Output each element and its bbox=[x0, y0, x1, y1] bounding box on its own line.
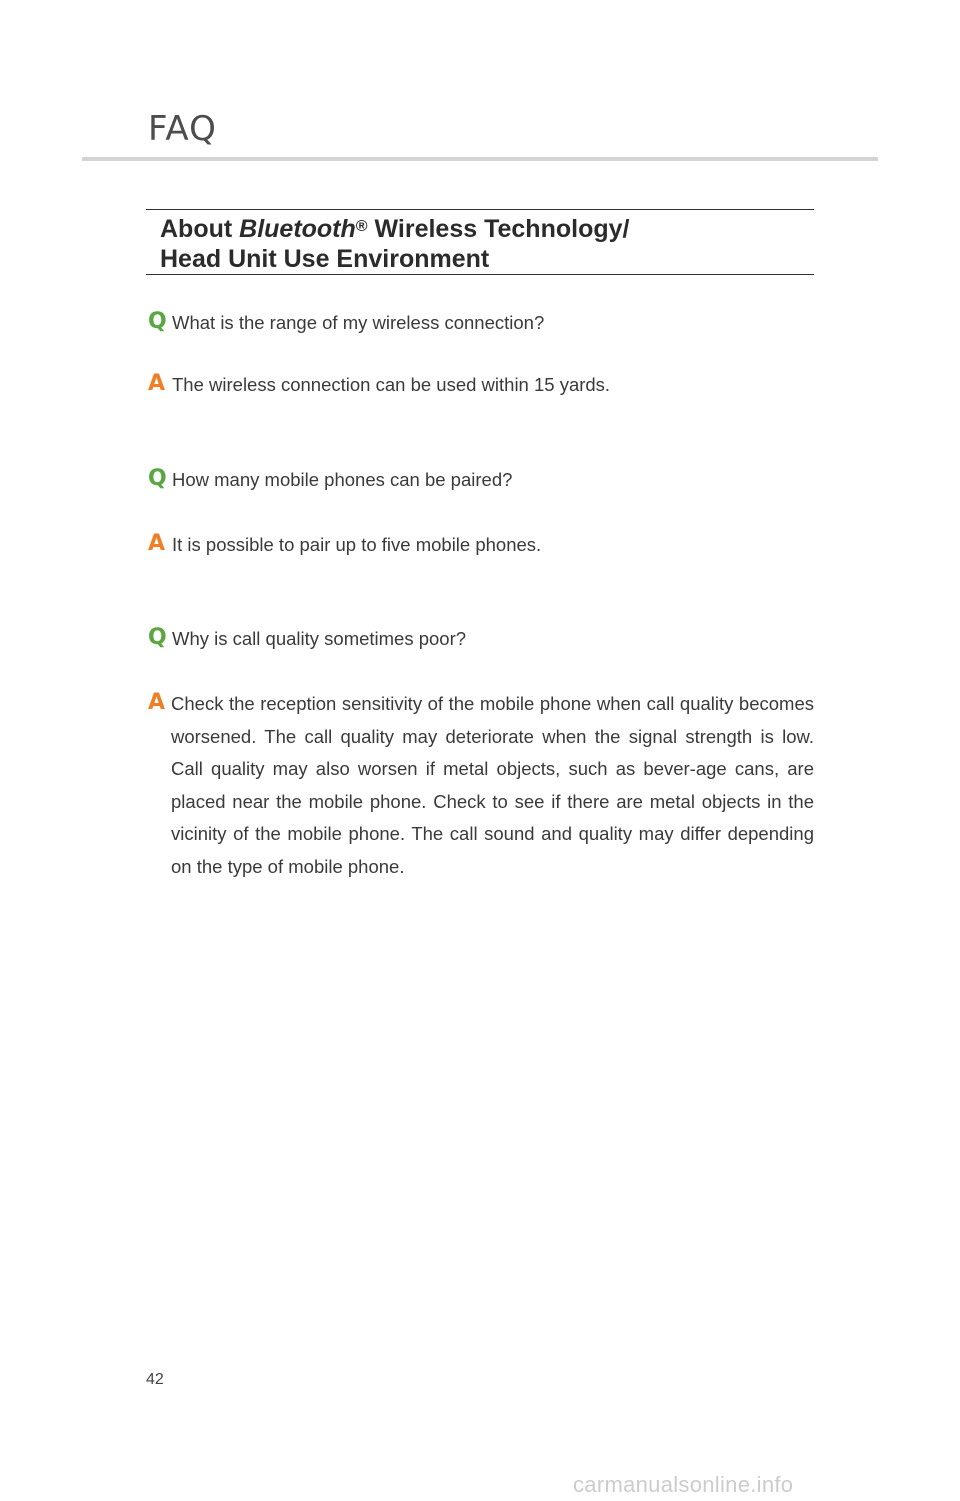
question-text: Why is call quality sometimes poor? bbox=[172, 628, 467, 649]
section-title-bluetooth: Bluetooth bbox=[239, 215, 356, 243]
section-title bbox=[160, 214, 814, 244]
question-text: What is the range of my wireless connection? bbox=[172, 312, 545, 333]
registered-mark: ® bbox=[355, 218, 368, 235]
section-title-suffix: Wireless Technology/ bbox=[367, 215, 630, 243]
answer-text: It is possible to pair up to five mobile phones. bbox=[172, 534, 542, 555]
page-number: 42 bbox=[146, 1371, 164, 1388]
page-header-title: FAQ bbox=[148, 109, 217, 149]
answer-text: The wireless connection can be used within 15 yards. bbox=[172, 374, 611, 395]
faq-question-1 bbox=[148, 309, 814, 334]
question-mark-icon: Q bbox=[148, 466, 167, 491]
section-title-line2: Head Unit Use Environment bbox=[160, 245, 490, 273]
faq-answer-3 bbox=[148, 688, 814, 884]
answer-mark-icon: A bbox=[148, 690, 166, 715]
question-mark-icon: Q bbox=[148, 625, 167, 650]
faq-question-2 bbox=[148, 466, 814, 491]
answer-text: Check the reception sensitivity of the mobile phone when call quality becomes worsened. The call quality may deteriorate when the signal strength is low. Call quality may also worsen if metal objects, such as bever-age cans, are placed near the mobile phone. Check to see if there are metal objects in the vicinity of the mobile phone. The call sound and quality may differ depending on the type of mobile phone. bbox=[171, 693, 814, 877]
section-heading-box bbox=[146, 209, 814, 275]
question-text: How many mobile phones can be paired? bbox=[172, 469, 513, 490]
answer-mark-icon: A bbox=[148, 531, 166, 556]
answer-mark-icon: A bbox=[148, 371, 166, 396]
header-divider bbox=[82, 157, 878, 161]
question-mark-icon: Q bbox=[148, 309, 167, 334]
section-title-prefix: About bbox=[160, 215, 240, 243]
faq-answer-1 bbox=[148, 371, 814, 396]
watermark: carmanualsonline.info bbox=[573, 1472, 794, 1497]
faq-answer-2 bbox=[148, 531, 814, 556]
faq-question-3 bbox=[148, 625, 814, 650]
